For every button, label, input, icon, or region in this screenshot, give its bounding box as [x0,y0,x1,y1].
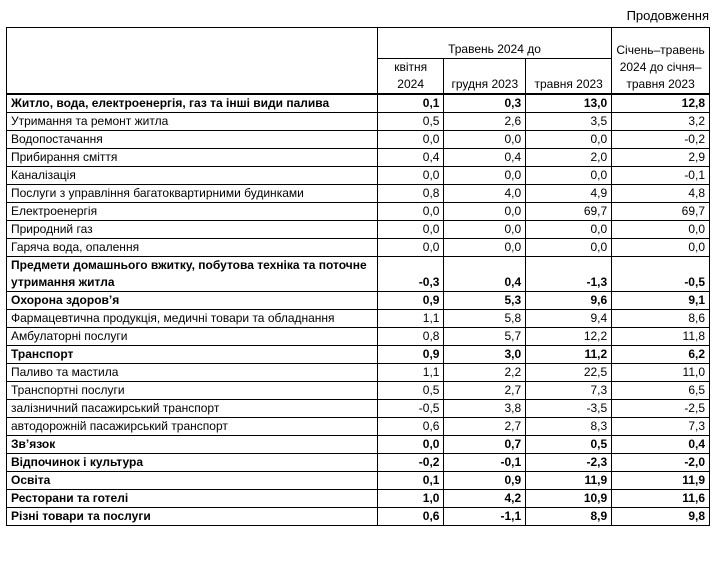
table-row [7,203,710,221]
value-vs-december: 0,0 [444,167,526,185]
value-cumulative: -2,0 [612,454,710,472]
table-row [7,167,710,185]
value-cumulative: 69,7 [612,203,710,221]
value-vs-may: 7,3 [526,382,612,400]
value-vs-december: 2,7 [444,382,526,400]
table-row [7,113,710,131]
value-vs-april: 0,8 [377,328,444,346]
value-vs-april: 0,6 [377,508,444,526]
value-cumulative: 12,8 [612,94,710,113]
row-label: Освіта [7,472,378,490]
value-vs-december: 3,8 [444,400,526,418]
value-cumulative: 11,8 [612,328,710,346]
value-vs-may: 8,3 [526,418,612,436]
value-cumulative: 11,9 [612,472,710,490]
table-row [7,221,710,239]
value-vs-december: 2,6 [444,113,526,131]
row-label: Прибирання сміття [7,149,378,167]
row-label: автодорожній пасажирський транспорт [7,418,378,436]
row-label: Фармацевтична продукція, медичні товари та обладнання [7,310,378,328]
value-vs-may: -1,3 [526,257,612,292]
value-vs-may: 11,2 [526,346,612,364]
value-vs-may: 11,9 [526,472,612,490]
value-vs-december: 2,2 [444,364,526,382]
value-cumulative: 11,0 [612,364,710,382]
value-vs-december: 0,7 [444,436,526,454]
table-body [7,94,710,526]
value-vs-december: 0,0 [444,131,526,149]
value-vs-december: 0,9 [444,472,526,490]
value-vs-april: 1,0 [377,490,444,508]
value-vs-december: 0,3 [444,94,526,113]
price-index-table [6,27,710,526]
row-label: Послуги з управління багатоквартирними будинками [7,185,378,203]
value-vs-april: 0,1 [377,94,444,113]
value-vs-april: 0,0 [377,239,444,257]
value-vs-april: -0,5 [377,400,444,418]
value-vs-april: 0,9 [377,292,444,310]
value-vs-may: -3,5 [526,400,612,418]
value-cumulative: -2,5 [612,400,710,418]
value-cumulative: 9,8 [612,508,710,526]
value-vs-may: 22,5 [526,364,612,382]
value-vs-may: 13,0 [526,94,612,113]
value-vs-december: 5,8 [444,310,526,328]
row-label: Гаряча вода, опалення [7,239,378,257]
table-row [7,185,710,203]
row-label: Природний газ [7,221,378,239]
row-label: Ресторани та готелі [7,490,378,508]
table-row [7,382,710,400]
value-cumulative: 0,0 [612,221,710,239]
value-cumulative: -0,5 [612,257,710,292]
row-label: Відпочинок і культура [7,454,378,472]
value-vs-may: 2,0 [526,149,612,167]
value-vs-december: 4,2 [444,490,526,508]
value-cumulative: 8,6 [612,310,710,328]
value-cumulative: -0,2 [612,131,710,149]
value-vs-may: 9,4 [526,310,612,328]
row-label: Водопостачання [7,131,378,149]
value-cumulative: 6,2 [612,346,710,364]
value-vs-may: 0,0 [526,239,612,257]
row-label: Утримання та ремонт житла [7,113,378,131]
value-vs-may: 0,0 [526,131,612,149]
value-vs-may: 0,0 [526,167,612,185]
table-row [7,310,710,328]
value-vs-may: 69,7 [526,203,612,221]
row-label: Каналізація [7,167,378,185]
table-row [7,490,710,508]
cumulative-header: Січень–травень 2024 до січня–травня 2023 [612,28,710,95]
value-cumulative: 0,4 [612,436,710,454]
value-vs-december: -0,1 [444,454,526,472]
value-vs-april: -0,3 [377,257,444,292]
value-vs-april: 0,0 [377,436,444,454]
row-label: Зв’язок [7,436,378,454]
value-vs-april: 1,1 [377,310,444,328]
table-row [7,436,710,454]
table-row [7,400,710,418]
value-vs-april: 0,0 [377,131,444,149]
value-vs-may: 8,9 [526,508,612,526]
value-vs-december: 4,0 [444,185,526,203]
continuation-label: Продовження [626,8,709,23]
table-row [7,292,710,310]
column-header-december: грудня 2023 [444,59,526,95]
value-vs-april: 0,5 [377,113,444,131]
value-vs-may: -2,3 [526,454,612,472]
value-vs-december: 0,0 [444,239,526,257]
value-vs-december: 5,7 [444,328,526,346]
table-row [7,364,710,382]
value-vs-april: 0,8 [377,185,444,203]
table-row [7,131,710,149]
table-row [7,149,710,167]
value-vs-may: 0,5 [526,436,612,454]
table-row [7,418,710,436]
row-label: залізничний пасажирський транспорт [7,400,378,418]
value-cumulative: 11,6 [612,490,710,508]
row-label-header [7,28,378,95]
value-cumulative: 2,9 [612,149,710,167]
table-row [7,346,710,364]
row-label: Житло, вода, електроенергія, газ та інші види палива [7,94,378,113]
table-row [7,328,710,346]
value-vs-april: 0,5 [377,382,444,400]
column-header-may: травня 2023 [526,59,612,95]
table-row [7,239,710,257]
value-vs-december: 0,0 [444,221,526,239]
value-vs-april: -0,2 [377,454,444,472]
value-vs-april: 0,6 [377,418,444,436]
value-vs-december: 0,4 [444,149,526,167]
table-row [7,94,710,113]
group-header: Травень 2024 до [377,28,611,59]
value-vs-may: 3,5 [526,113,612,131]
value-vs-december: 0,0 [444,203,526,221]
row-label: Паливо та мастила [7,364,378,382]
value-vs-april: 1,1 [377,364,444,382]
column-header-april: квітня 2024 [377,59,444,95]
value-vs-december: 3,0 [444,346,526,364]
table-row [7,257,710,292]
value-cumulative: -0,1 [612,167,710,185]
value-vs-april: 0,0 [377,167,444,185]
value-vs-april: 0,4 [377,149,444,167]
value-vs-april: 0,9 [377,346,444,364]
row-label: Амбулаторні послуги [7,328,378,346]
row-label: Предмети домашнього вжитку, побутова техніка та поточне утримання житла [7,257,378,292]
table-row [7,508,710,526]
value-vs-april: 0,0 [377,221,444,239]
value-vs-may: 9,6 [526,292,612,310]
value-vs-may: 12,2 [526,328,612,346]
row-label: Різні товари та послуги [7,508,378,526]
value-cumulative: 9,1 [612,292,710,310]
value-vs-may: 0,0 [526,221,612,239]
value-vs-april: 0,0 [377,203,444,221]
value-vs-december: 0,4 [444,257,526,292]
value-cumulative: 4,8 [612,185,710,203]
value-vs-may: 4,9 [526,185,612,203]
value-vs-december: 2,7 [444,418,526,436]
value-cumulative: 6,5 [612,382,710,400]
row-label: Транспорт [7,346,378,364]
row-label: Охорона здоров’я [7,292,378,310]
value-cumulative: 7,3 [612,418,710,436]
value-vs-april: 0,1 [377,472,444,490]
value-cumulative: 0,0 [612,239,710,257]
row-label: Електроенергія [7,203,378,221]
value-vs-december: -1,1 [444,508,526,526]
table-row [7,454,710,472]
value-vs-may: 10,9 [526,490,612,508]
row-label: Транспортні послуги [7,382,378,400]
value-cumulative: 3,2 [612,113,710,131]
table-row [7,472,710,490]
value-vs-december: 5,3 [444,292,526,310]
